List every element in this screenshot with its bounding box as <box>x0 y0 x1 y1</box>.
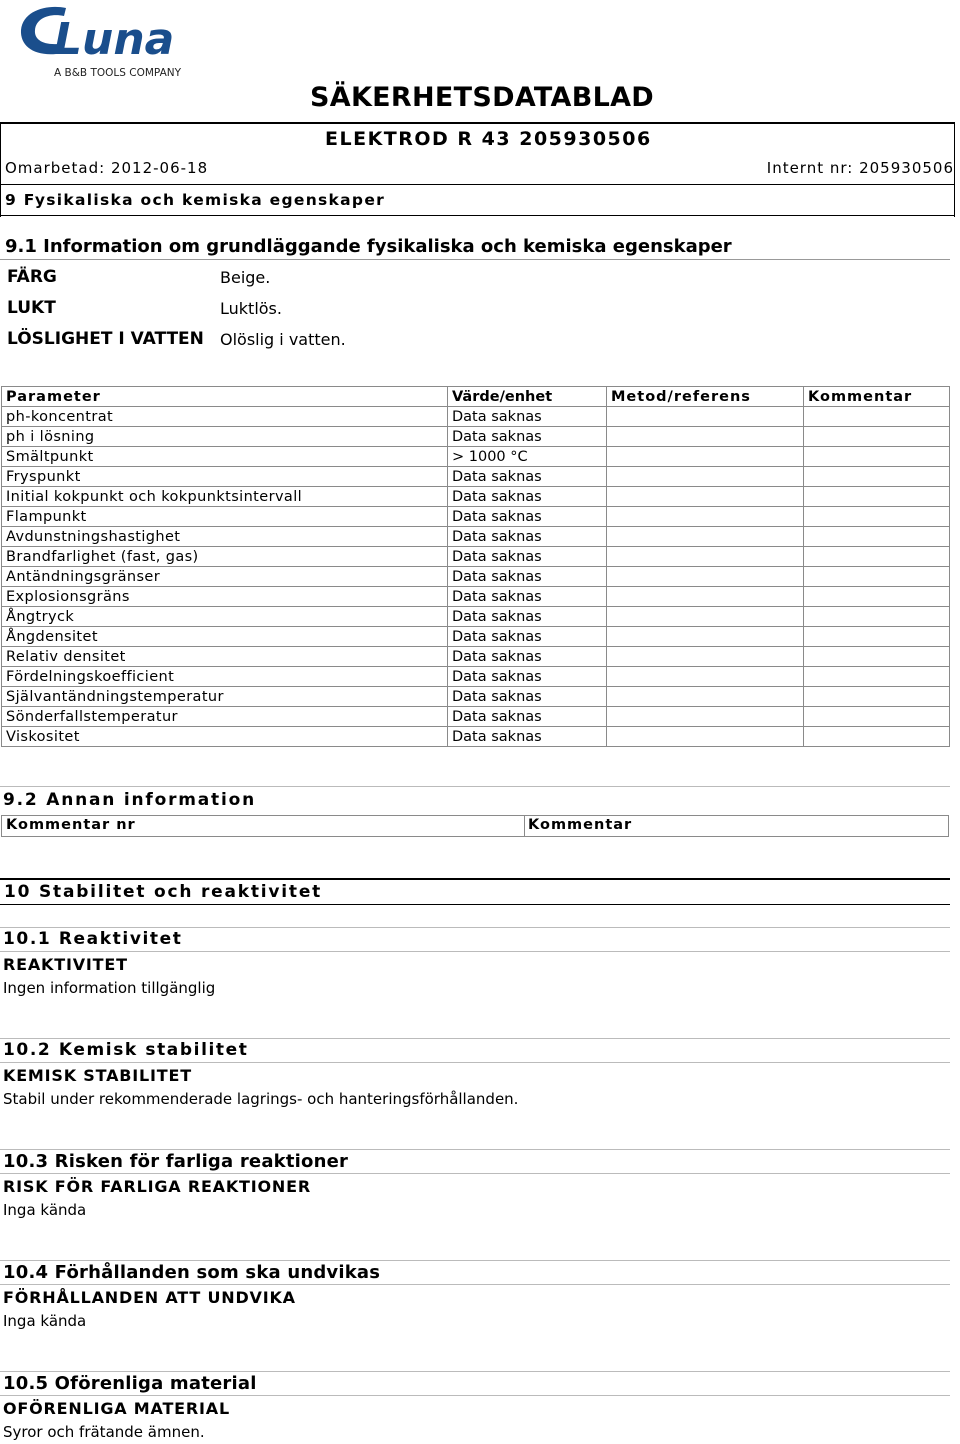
subsection-10-2-text: Stabil under rekommenderade lagrings- och hanteringsförhållanden. <box>3 1090 519 1108</box>
value-cell: Data saknas <box>448 647 607 667</box>
subsection-rule <box>0 1149 950 1150</box>
subsection-10-1-caption: REAKTIVITET <box>3 955 128 974</box>
subsection-rule <box>0 1173 950 1174</box>
comment-cell <box>804 547 950 567</box>
property-label: FÄRG <box>7 267 57 287</box>
subsection-10-1-text: Ingen information tillgänglig <box>3 979 216 997</box>
table-row <box>2 487 950 507</box>
table-row <box>2 687 950 707</box>
value-cell: Data saknas <box>448 547 607 567</box>
table-row <box>2 587 950 607</box>
product-name: ELEKTROD R 43 205930506 <box>325 128 652 150</box>
method-cell <box>607 627 804 647</box>
method-cell <box>607 607 804 627</box>
column-header-value: Värde/enhet <box>448 387 607 407</box>
parameter-cell: Brandfarlighet (fast, gas) <box>2 547 448 567</box>
value-cell: Data saknas <box>448 667 607 687</box>
method-cell <box>607 547 804 567</box>
parameter-cell: Självantändningstemperatur <box>2 687 448 707</box>
method-cell <box>607 727 804 747</box>
subsection-9-1-rule <box>0 259 950 260</box>
comment-cell <box>804 407 950 427</box>
subsection-10-5-text: Syror och frätande ämnen. <box>3 1423 205 1441</box>
value-cell: Data saknas <box>448 527 607 547</box>
subsection-10-4-heading: 10.4 Förhållanden som ska undvikas <box>3 1262 381 1283</box>
subsection-10-5-caption: OFÖRENLIGA MATERIAL <box>3 1399 230 1418</box>
subsection-rule <box>0 927 950 928</box>
comment-cell <box>804 427 950 447</box>
parameter-table <box>1 386 950 747</box>
subsection-10-3-text: Inga kända <box>3 1201 87 1219</box>
section-10-title: 10 Stabilitet och reaktivitet <box>4 882 323 902</box>
value-cell: Data saknas <box>448 567 607 587</box>
parameter-cell: Fördelningskoefficient <box>2 667 448 687</box>
value-cell: > 1000 °C <box>448 447 607 467</box>
method-cell <box>607 447 804 467</box>
table-row <box>2 667 950 687</box>
method-cell <box>607 487 804 507</box>
subsection-rule <box>0 1284 950 1285</box>
method-cell <box>607 567 804 587</box>
column-divider <box>524 816 525 836</box>
method-cell <box>607 467 804 487</box>
table-row <box>2 607 950 627</box>
value-cell: Data saknas <box>448 407 607 427</box>
comment-cell <box>804 707 950 727</box>
property-label: LÖSLIGHET I VATTEN <box>7 329 204 349</box>
section-10-top-rule <box>0 878 950 880</box>
comment-cell <box>804 447 950 467</box>
value-cell: Data saknas <box>448 587 607 607</box>
revised-date: Omarbetad: 2012-06-18 <box>5 159 209 177</box>
value-cell: Data saknas <box>448 727 607 747</box>
comment-cell <box>804 727 950 747</box>
method-cell <box>607 527 804 547</box>
column-header-comment: Kommentar <box>528 817 633 833</box>
table-row <box>2 527 950 547</box>
parameter-cell: Ångtryck <box>2 607 448 627</box>
value-cell: Data saknas <box>448 467 607 487</box>
method-cell <box>607 667 804 687</box>
method-cell <box>607 647 804 667</box>
subsection-10-2-heading: 10.2 Kemisk stabilitet <box>3 1040 249 1060</box>
parameter-cell: Fryspunkt <box>2 467 448 487</box>
subsection-9-1-title: 9.1 Information om grundläggande fysikaliska och kemiska egenskaper <box>5 236 732 257</box>
subsection-10-4-text: Inga kända <box>3 1312 87 1330</box>
internal-number: Internt nr: 205930506 <box>766 159 954 177</box>
table-row <box>2 727 950 747</box>
table-row <box>2 427 950 447</box>
table-row <box>2 467 950 487</box>
table-header-row <box>2 387 950 407</box>
property-label: LUKT <box>7 298 56 318</box>
parameter-cell: Smältpunkt <box>2 447 448 467</box>
value-cell: Data saknas <box>448 627 607 647</box>
value-cell: Data saknas <box>448 687 607 707</box>
method-cell <box>607 507 804 527</box>
header-divider <box>0 184 955 185</box>
subsection-rule <box>0 1395 950 1396</box>
subsection-10-5-heading: 10.5 Oförenliga material <box>3 1373 257 1394</box>
subsection-10-4-caption: FÖRHÅLLANDEN ATT UNDVIKA <box>3 1288 296 1307</box>
subsection-rule <box>0 1062 950 1063</box>
parameter-cell: Avdunstningshastighet <box>2 527 448 547</box>
other-info-table <box>1 815 949 837</box>
section-9-divider <box>0 215 955 216</box>
column-header-parameter: Parameter <box>2 387 448 407</box>
comment-cell <box>804 527 950 547</box>
parameter-cell: Antändningsgränser <box>2 567 448 587</box>
parameter-cell: Viskositet <box>2 727 448 747</box>
subsection-10-1-heading: 10.1 Reaktivitet <box>3 929 183 949</box>
subsection-9-2-title: 9.2 Annan information <box>3 790 256 810</box>
method-cell <box>607 407 804 427</box>
table-row <box>2 567 950 587</box>
comment-cell <box>804 647 950 667</box>
table-row <box>2 627 950 647</box>
column-header-comment: Kommentar <box>804 387 950 407</box>
value-cell: Data saknas <box>448 707 607 727</box>
value-cell: Data saknas <box>448 507 607 527</box>
parameter-cell: ph-koncentrat <box>2 407 448 427</box>
table-row <box>2 407 950 427</box>
comment-cell <box>804 587 950 607</box>
parameter-cell: Sönderfallstemperatur <box>2 707 448 727</box>
parameter-cell: Initial kokpunkt och kokpunktsintervall <box>2 487 448 507</box>
comment-cell <box>804 507 950 527</box>
comment-cell <box>804 567 950 587</box>
subsection-rule <box>0 1038 950 1039</box>
table-row <box>2 647 950 667</box>
table-row <box>2 707 950 727</box>
table-row <box>2 507 950 527</box>
value-cell: Data saknas <box>448 487 607 507</box>
subsection-rule <box>0 951 950 952</box>
property-value: Luktlös. <box>220 299 282 318</box>
comment-cell <box>804 627 950 647</box>
parameter-cell: Relativ densitet <box>2 647 448 667</box>
subsection-10-3-heading: 10.3 Risken för farliga reaktioner <box>3 1151 349 1172</box>
comment-cell <box>804 687 950 707</box>
comment-cell <box>804 467 950 487</box>
column-header-method: Metod/referens <box>607 387 804 407</box>
method-cell <box>607 707 804 727</box>
method-cell <box>607 587 804 607</box>
comment-cell <box>804 607 950 627</box>
parameter-cell: ph i lösning <box>2 427 448 447</box>
method-cell <box>607 427 804 447</box>
parameter-cell: Explosionsgräns <box>2 587 448 607</box>
subsection-10-3-caption: RISK FÖR FARLIGA REAKTIONER <box>3 1177 311 1196</box>
subsection-9-2-rule <box>0 786 950 787</box>
logo-tagline: A B&B TOOLS COMPANY <box>54 67 182 79</box>
subsection-10-2-caption: KEMISK STABILITET <box>3 1066 192 1085</box>
logo-wordmark: Luna <box>54 14 175 65</box>
section-10-bottom-rule <box>0 904 950 905</box>
document-title: SÄKERHETSDATABLAD <box>310 82 655 113</box>
parameter-cell: Flampunkt <box>2 507 448 527</box>
column-header-comment-no: Kommentar nr <box>6 817 136 833</box>
table-row <box>2 447 950 467</box>
comment-cell <box>804 487 950 507</box>
comment-cell <box>804 667 950 687</box>
section-9-title: 9 Fysikaliska och kemiska egenskaper <box>5 191 386 209</box>
company-logo <box>18 4 198 80</box>
property-value: Beige. <box>220 268 271 287</box>
value-cell: Data saknas <box>448 427 607 447</box>
property-value: Olöslig i vatten. <box>220 330 346 349</box>
subsection-rule <box>0 1260 950 1261</box>
table-row <box>2 547 950 567</box>
value-cell: Data saknas <box>448 607 607 627</box>
method-cell <box>607 687 804 707</box>
subsection-rule <box>0 1371 950 1372</box>
parameter-cell: Ångdensitet <box>2 627 448 647</box>
